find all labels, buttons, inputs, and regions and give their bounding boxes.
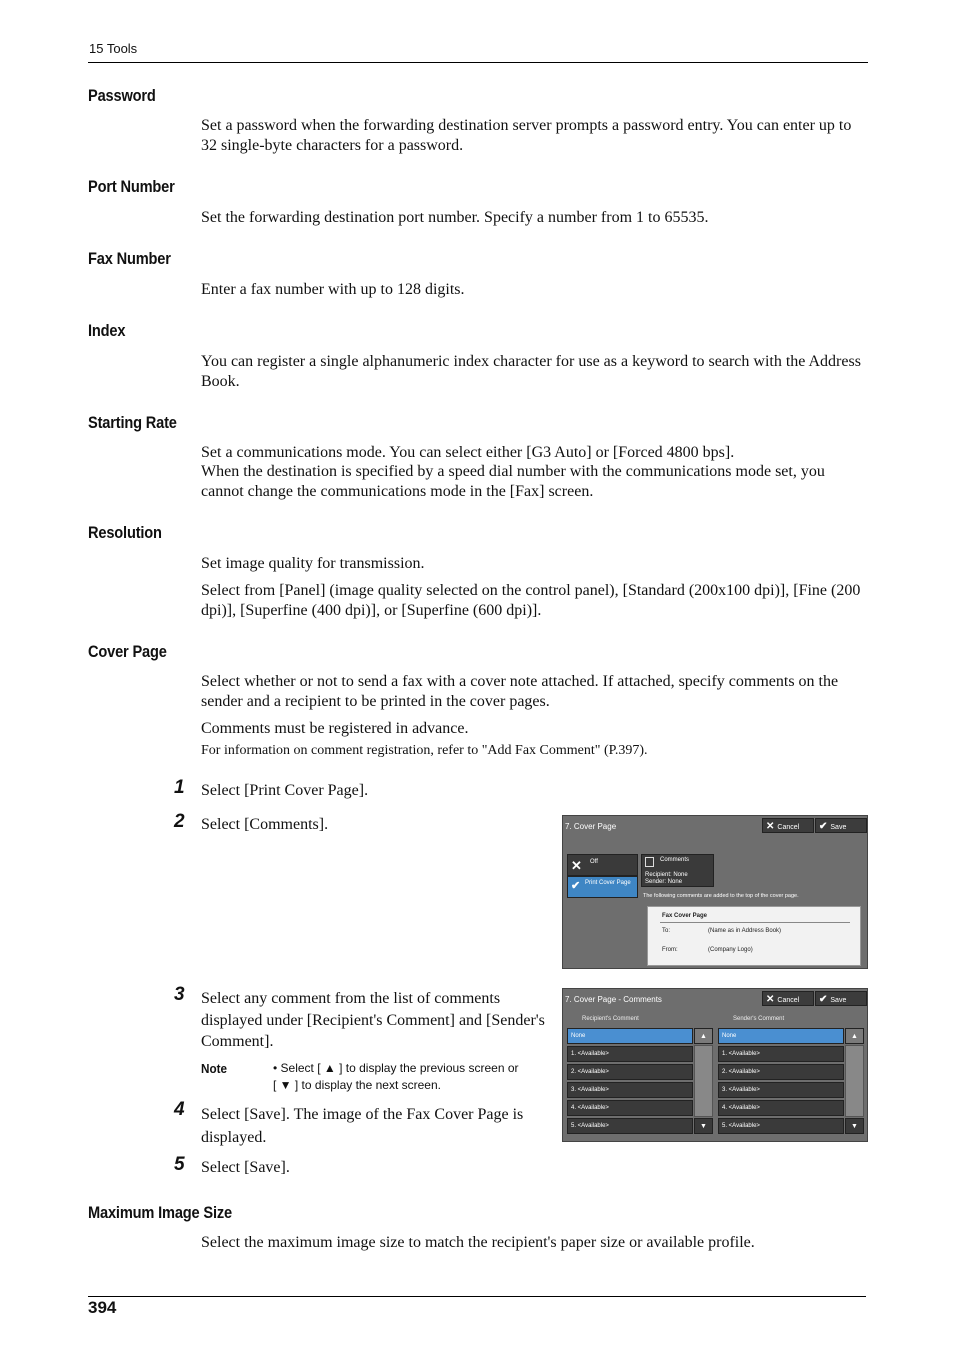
save-label: Save	[830, 997, 847, 1004]
scroll-up-button[interactable]: ▲	[845, 1028, 864, 1044]
note-text-2: [ ▼ ] to display the next screen.	[273, 1078, 441, 1092]
heading-starting-rate: Starting Rate	[88, 413, 177, 432]
from-value: (Company Logo)	[708, 947, 753, 953]
sender-comment-row[interactable]: 3. <Available>	[718, 1082, 844, 1098]
heading-port-number: Port Number	[88, 177, 175, 196]
cover-page-comments-screen	[562, 988, 868, 1142]
comments-label: Comments	[660, 857, 690, 863]
scroll-down-button[interactable]: ▼	[694, 1118, 713, 1134]
password-text: Set a password when the forwarding destination server prompts a password entry. You can enter up to 32 single-byte characters for a password.	[201, 117, 852, 154]
check-icon: ✔	[571, 880, 581, 892]
check-icon: ✔	[819, 994, 828, 1005]
chapter-header: 15 Tools	[89, 41, 138, 56]
note-label: Note	[201, 1061, 228, 1076]
info-text: The following comments are added to the top of the cover page.	[643, 893, 799, 899]
resolution-text-1: Set image quality for transmission.	[201, 555, 425, 572]
cover-preview	[647, 906, 861, 966]
cover-page-text-2: Comments must be registered in advance.	[201, 720, 469, 737]
sender-comment-row[interactable]: None	[718, 1028, 844, 1044]
step-number: 1	[174, 777, 185, 798]
step-text: Select [Comments].	[201, 816, 329, 833]
starting-rate-text-1: Set a communications mode. You can select either [G3 Auto] or [Forced 4800 bps].	[201, 444, 735, 461]
port-number-text: Set the forwarding destination port number. Specify a number from 1 to 65535.	[201, 209, 709, 226]
sender-status: Sender: None	[645, 879, 683, 885]
recipient-comment-row[interactable]: 3. <Available>	[567, 1082, 693, 1098]
scroll-up-button[interactable]: ▲	[694, 1028, 713, 1044]
save-button[interactable]	[815, 991, 867, 1006]
heading-fax-number: Fax Number	[88, 249, 171, 268]
comments-button[interactable]	[641, 854, 714, 887]
sender-comment-header: Sender's Comment	[733, 1016, 785, 1022]
preview-divider	[660, 922, 850, 923]
cancel-label: Cancel	[777, 824, 800, 831]
resolution-text-2: Select from [Panel] (image quality selected on the control panel), [Standard (200x100 dpi)], [Fine (200 dpi)], [Superfine (400 dpi)], or [Superfine (600 dpi)].	[201, 582, 861, 619]
save-button[interactable]	[815, 818, 867, 833]
print-cover-page-label: Print Cover Page	[585, 880, 631, 886]
cover-page-text-1: Select whether or not to send a fax with a cover note attached. If attached, specify comments on the sender and a recipient to be printed in the cover pages.	[201, 673, 839, 710]
scrollbar[interactable]	[845, 1045, 864, 1117]
sender-comment-row[interactable]: 2. <Available>	[718, 1064, 844, 1080]
off-option[interactable]	[567, 854, 638, 876]
sender-comment-row[interactable]: 4. <Available>	[718, 1100, 844, 1116]
step-number: 5	[174, 1154, 185, 1175]
document-icon	[645, 857, 654, 867]
step-number: 2	[174, 811, 185, 832]
step-text: Select [Save].	[201, 1159, 290, 1176]
footer-rule	[88, 1296, 866, 1297]
fax-number-text: Enter a fax number with up to 128 digits.	[201, 281, 465, 298]
recipient-comment-row[interactable]: 2. <Available>	[567, 1064, 693, 1080]
heading-index: Index	[88, 321, 126, 340]
step-text: Select any comment from the list of comments displayed under [Recipient's Comment] and [Sender's Comment].	[201, 990, 545, 1050]
close-icon: ✕	[571, 858, 582, 873]
recipient-comment-header: Recipient's Comment	[582, 1016, 639, 1022]
scroll-down-button[interactable]: ▼	[845, 1118, 864, 1134]
cancel-button[interactable]	[762, 818, 814, 833]
recipient-comment-row[interactable]: 1. <Available>	[567, 1046, 693, 1062]
recipient-comment-row[interactable]: 5. <Available>	[567, 1118, 693, 1134]
heading-cover-page: Cover Page	[88, 642, 167, 661]
step-number: 4	[174, 1099, 185, 1120]
step-text: Select [Save]. The image of the Fax Cover Page is displayed.	[201, 1106, 524, 1146]
recipient-status: Recipient: None	[645, 872, 688, 878]
print-cover-page-option[interactable]	[567, 876, 638, 898]
screen-title: 7. Cover Page - Comments	[565, 995, 662, 1004]
heading-maximum-image-size: Maximum Image Size	[88, 1203, 232, 1222]
close-icon: ✕	[766, 994, 775, 1005]
screen-title: 7. Cover Page	[565, 822, 617, 831]
cancel-label: Cancel	[777, 997, 800, 1004]
index-text: You can register a single alphanumeric index character for use as a keyword to search with the Address Book.	[201, 353, 861, 390]
cancel-button[interactable]	[762, 991, 814, 1006]
sender-comment-row[interactable]: 5. <Available>	[718, 1118, 844, 1134]
page-number: 394	[88, 1298, 117, 1317]
heading-resolution: Resolution	[88, 523, 162, 542]
header-rule	[88, 62, 868, 63]
cover-page-reference: For information on comment registration, refer to "Add Fax Comment" (P.397).	[201, 743, 648, 758]
step-text: Select [Print Cover Page].	[201, 782, 369, 799]
from-label: From:	[662, 947, 678, 953]
check-icon: ✔	[819, 821, 828, 832]
step-number: 3	[174, 984, 185, 1005]
starting-rate-text-2: When the destination is specified by a speed dial number with the communications mode set, you cannot change the communications mode in the [Fax] screen.	[201, 463, 825, 500]
recipient-comment-row[interactable]: 4. <Available>	[567, 1100, 693, 1116]
preview-title: Fax Cover Page	[662, 913, 708, 919]
cover-page-screen	[562, 815, 868, 969]
recipient-comment-row[interactable]: None	[567, 1028, 693, 1044]
save-label: Save	[830, 824, 847, 831]
maximum-image-size-text: Select the maximum image size to match the recipient's paper size or available profile.	[201, 1234, 755, 1251]
to-label: To:	[662, 928, 671, 934]
heading-password: Password	[88, 86, 156, 105]
to-value: (Name as in Address Book)	[708, 928, 782, 934]
close-icon: ✕	[766, 821, 775, 832]
scrollbar[interactable]	[694, 1045, 713, 1117]
note-text-1: • Select [ ▲ ] to display the previous screen or	[273, 1061, 519, 1075]
sender-comment-row[interactable]: 1. <Available>	[718, 1046, 844, 1062]
off-label: Off	[590, 859, 598, 865]
